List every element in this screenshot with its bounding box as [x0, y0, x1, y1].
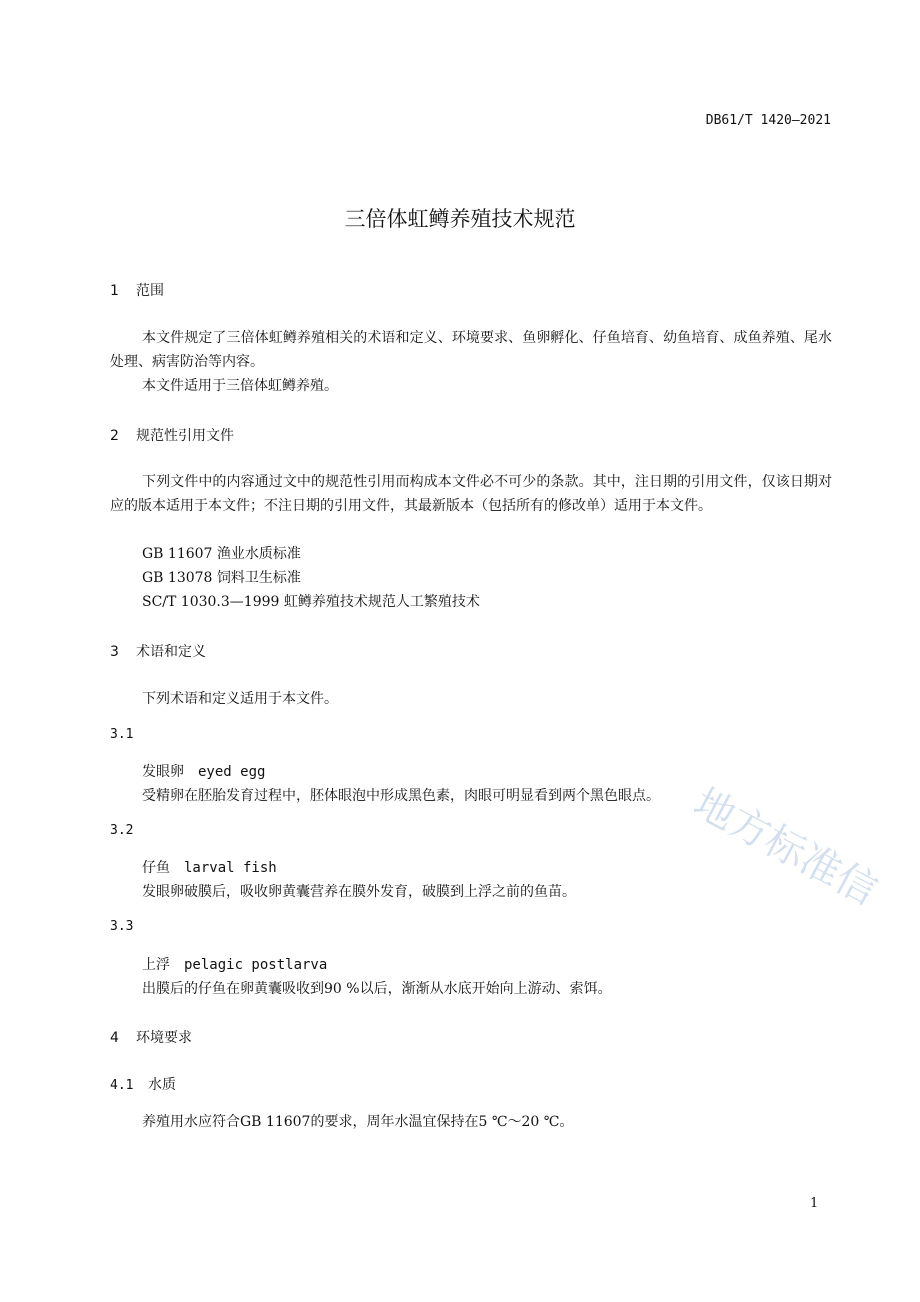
section-1-number: 1 — [110, 283, 119, 299]
section-4-heading — [110, 1027, 192, 1047]
section-1-title: 范围 — [136, 283, 164, 299]
term-en: larval fish — [184, 860, 277, 876]
term-title — [142, 954, 327, 974]
reference-item: GB 13078 饲料卫生标准 — [142, 570, 301, 586]
section-4-number: 4 — [110, 1030, 119, 1046]
subsection-4-1-text: 养殖用水应符合GB 11607的要求，周年水温宜保持在5 ℃～20 ℃。 — [142, 1114, 574, 1130]
document-title: 三倍体虹鳟养殖技术规范 — [344, 207, 576, 231]
term-en: eyed egg — [198, 764, 266, 780]
section-2-number: 2 — [110, 428, 119, 444]
section-1-paragraph-1: 本文件规定了三倍体虹鳟养殖相关的术语和定义、环境要求、鱼卵孵化、仔鱼培育、幼鱼培育、成鱼养殖、尾水处理、病害防治等内容。 — [110, 330, 832, 370]
subsection-4-1-number: 4.1 — [110, 1078, 134, 1093]
term-definition: 发眼卵破膜后，吸收卵黄囊营养在膜外发育，破膜到上浮之前的鱼苗。 — [142, 884, 576, 900]
section-1-heading — [110, 280, 164, 300]
section-3-heading — [110, 641, 206, 661]
term-title — [142, 761, 265, 781]
page-number: 1 — [810, 1196, 819, 1211]
watermark: 地方标准信 — [686, 779, 885, 915]
section-3-intro: 下列术语和定义适用于本文件。 — [142, 691, 338, 707]
section-3-title: 术语和定义 — [136, 644, 206, 660]
section-3-number: 3 — [110, 644, 119, 660]
term-en: pelagic postlarva — [184, 957, 328, 973]
document-code: DB61/T 1420—2021 — [705, 113, 831, 128]
reference-item: SC/T 1030.3—1999 虹鳟养殖技术规范人工繁殖技术 — [142, 594, 480, 610]
subsection-4-1-title: 水质 — [148, 1077, 176, 1093]
term-definition: 受精卵在胚胎发育过程中，胚体眼泡中形成黑色素，肉眼可明显看到两个黑色眼点。 — [142, 788, 660, 804]
clause-number: 3.3 — [110, 919, 134, 934]
section-2-paragraph: 下列文件中的内容通过文中的规范性引用而构成本文件必不可少的条款。其中，注日期的引用文件，仅该日期对应的版本适用于本文件；不注日期的引用文件，其最新版本（包括所有的修改单）适用于本文件。 — [110, 474, 832, 514]
term-zh: 发眼卵 — [142, 764, 184, 780]
clause-number: 3.2 — [110, 823, 134, 838]
subsection-4-1-heading — [110, 1074, 176, 1094]
reference-item: GB 11607 渔业水质标准 — [142, 546, 301, 562]
section-4-title: 环境要求 — [136, 1030, 192, 1046]
term-zh: 上浮 — [142, 957, 170, 973]
term-definition: 出膜后的仔鱼在卵黄囊吸收到90 %以后，渐渐从水底开始向上游动、索饵。 — [142, 981, 612, 997]
clause-number: 3.1 — [110, 727, 134, 742]
term-title — [142, 857, 277, 877]
section-2-heading — [110, 425, 234, 445]
section-1-paragraph-2: 本文件适用于三倍体虹鳟养殖。 — [142, 378, 338, 394]
section-2-title: 规范性引用文件 — [136, 428, 234, 444]
term-zh: 仔鱼 — [142, 860, 170, 876]
